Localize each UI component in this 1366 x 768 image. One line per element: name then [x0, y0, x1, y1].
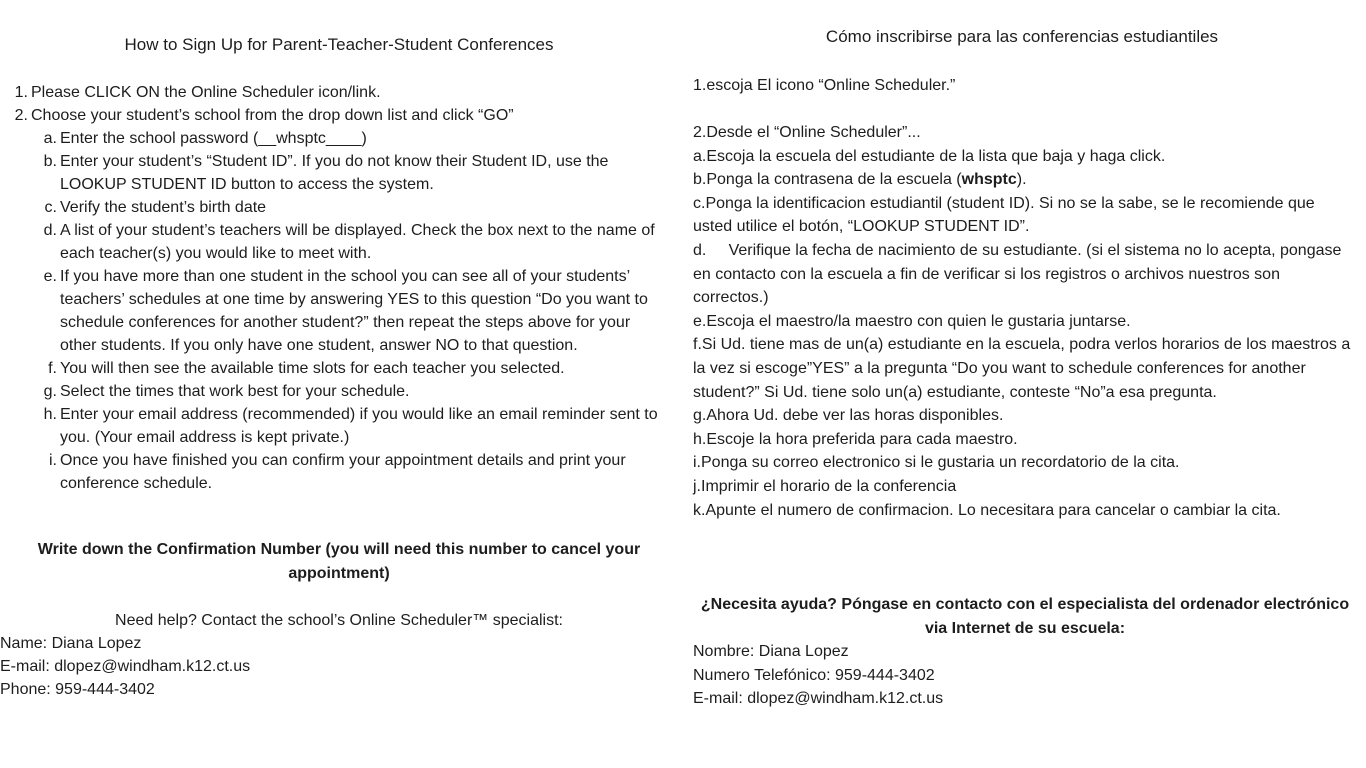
spanish-step-1: 1.escoja El icono “Online Scheduler.”: [693, 77, 956, 94]
step-text: Choose your student’s school from the drop down list and click “GO”: [31, 107, 514, 124]
substep-text: You will then see the available time slots for each teacher you selected.: [60, 360, 565, 377]
spanish-substep-c: c.Ponga la identificacion estudiantil (student ID). Si no se la sabe, se le recomiende que usted utilice el botón, “LOOKUP STUDENT ID”.: [693, 194, 1315, 236]
spanish-help-note: ¿Necesita ayuda? Póngase en contacto con el especialista del ordenador electrónico via Internet de su escuela:: [700, 596, 1350, 637]
list-marker: 2.: [14, 107, 28, 124]
substep-text: Enter your email address (recommended) if you would like an email reminder sent to you. (Your email address is kept private.): [60, 406, 658, 446]
english-step-2: [14, 104, 664, 127]
english-help-line: Need help? Contact the school’s Online Scheduler™ specialist:: [115, 612, 563, 629]
substep-text: A list of your student’s teachers will be displayed. Check the box next to the name of each teacher(s) you would like to meet with.: [60, 222, 655, 262]
list-marker: h.: [43, 406, 57, 423]
spanish-contact-name: Nombre: Diana Lopez: [693, 643, 849, 660]
english-substep-i: [49, 449, 664, 495]
school-password: whsptc: [961, 171, 1017, 189]
spanish-substep-g: g.Ahora Ud. debe ver las horas disponibles.: [693, 407, 1004, 425]
english-step-1: [14, 81, 664, 104]
list-marker: i.: [49, 452, 57, 469]
spanish-substep-k: k.Apunte el numero de confirmacion. Lo necesitara para cancelar o cambiar la cita.: [693, 501, 1281, 519]
spanish-contact-block: [693, 640, 1351, 711]
spanish-steps-list: [693, 121, 1351, 522]
spanish-step-2: 2.Desde el “Online Scheduler”...: [693, 124, 921, 141]
list-marker: c.: [44, 199, 57, 216]
substep-text: b.Ponga la contrasena de la escuela (: [693, 171, 962, 189]
substep-text: Enter your student’s “Student ID”. If you do not know their Student ID, use the LOOKUP STUDENT ID button to access the system.: [60, 153, 609, 193]
list-marker: b.: [43, 153, 57, 170]
spanish-substep-f: f.Si Ud. tiene mas de un(a) estudiante en la escuela, podra verlos horarios de los maestros a la vez si escoge”YES” a la pregunta “Do you want to schedule conferences for another student?” Si Ud. tiene solo un(a) estudiante, conteste “No”a esa pregunta.: [693, 336, 1351, 401]
english-substep-b: [43, 150, 664, 196]
spanish-title: Cómo inscribirse para las conferencias estudiantiles: [825, 27, 1219, 46]
substep-text: Select the times that work best for your schedule.: [60, 383, 410, 400]
spanish-contact-phone: Numero Telefónico: 959-444-3402: [693, 666, 935, 684]
english-substep-f: [48, 357, 664, 380]
spanish-substep-b: [693, 168, 1351, 192]
english-substep-d: [43, 219, 664, 265]
substep-text: Enter the school password (__whsptc____): [60, 130, 367, 147]
list-marker: a.: [43, 130, 57, 147]
spanish-substep-e: e.Escoja el maestro/la maestro con quien le gustaria juntarse.: [693, 312, 1131, 330]
substep-text: ).: [1016, 171, 1027, 189]
substep-text: If you have more than one student in the school you can see all of your students’ teachers’ schedules at one time by answering YES to this question “Do you want to schedule conferences for another student?” then repeat the steps above for your other students. If you only have one student, answer NO to that question.: [60, 268, 648, 354]
spanish-substep-j: j.Imprimir el horario de la conferencia: [693, 477, 957, 495]
spanish-substep-h: h.Escoje la hora preferida para cada maestro.: [693, 430, 1018, 448]
substep-text: Once you have finished you can confirm your appointment details and print your conference schedule.: [60, 452, 626, 492]
spanish-substep-i: i.Ponga su correo electronico si le gustaria un recordatorio de la cita.: [693, 454, 1180, 472]
english-contact-block: [0, 609, 678, 701]
step-text: Please CLICK ON the Online Scheduler icon/link.: [31, 84, 381, 101]
english-contact-phone: Phone: 959-444-3402: [0, 681, 155, 698]
english-substep-e: [43, 265, 664, 357]
english-substeps-list: [43, 127, 664, 495]
english-confirmation-note: Write down the Confirmation Number (you will need this number to cancel your appointment): [37, 541, 641, 582]
english-substep-c: [44, 196, 664, 219]
english-substep-h: [43, 403, 664, 449]
spanish-substep-d: d. Verifique la fecha de nacimiento de su estudiante. (si el sistema no lo acepta, pongase en contacto con la escuela a fin de verificar si los registros o archivos nuestros son correctos.): [693, 241, 1342, 307]
list-marker: d.: [43, 222, 57, 239]
list-marker: f.: [48, 360, 57, 377]
spanish-substep-a: a.Escoja la escuela del estudiante de la lista que baja y haga click.: [693, 147, 1166, 165]
list-marker: g.: [43, 383, 57, 400]
english-substep-a: [43, 127, 664, 150]
english-steps-list: [16, 81, 664, 495]
english-contact-email: E-mail: dlopez@windham.k12.ct.us: [0, 658, 251, 675]
spanish-contact-email: E-mail: dlopez@windham.k12.ct.us: [693, 690, 944, 708]
english-substep-g: [43, 380, 664, 403]
english-title: How to Sign Up for Parent-Teacher-Student Conferences: [124, 35, 554, 54]
substep-text: Verify the student’s birth date: [60, 199, 267, 216]
list-marker: 1.: [14, 84, 28, 101]
list-marker: e.: [43, 268, 57, 285]
english-contact-name: Name: Diana Lopez: [0, 635, 142, 652]
